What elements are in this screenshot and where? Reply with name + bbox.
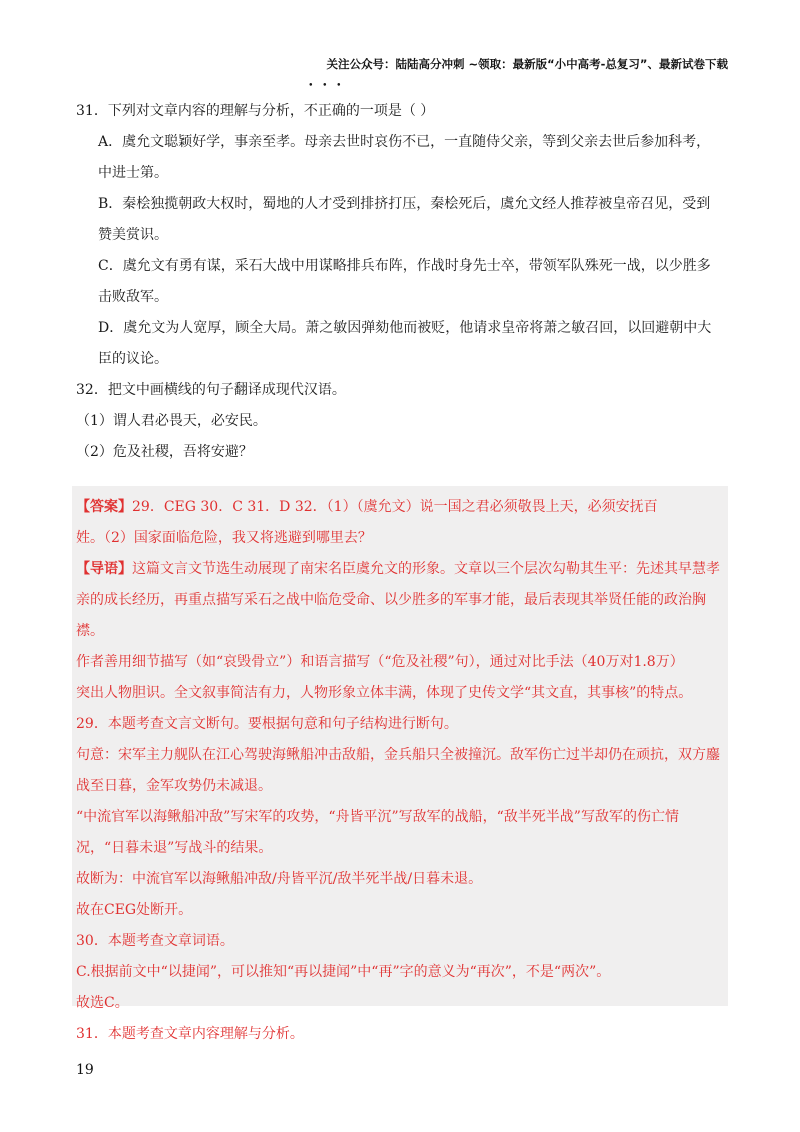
- analysis-line: 故在CEG处断开。: [76, 902, 193, 918]
- question-32-item: （1）谓人君必畏天，必安民。: [76, 413, 267, 429]
- analysis-line: C.根据前文中“以捷闻”，可以推知“再以捷闻”中“再”字的意义为“再次”，不是“两次”。: [76, 964, 611, 980]
- question-32-item: （2）危及社稷，吾将安避？: [76, 444, 253, 460]
- answer-line: 姓。（2）国家面临危险，我又将逃避到哪里去？: [76, 530, 372, 546]
- question-32-title: 32．把文中画横线的句子翻译成现代汉语。: [76, 382, 346, 398]
- question-section: [76, 96, 736, 468]
- analysis-line: 故断为：中流官军以海鳅船冲敌/舟皆平沉/敌半死半战/日暮未退。: [76, 871, 483, 887]
- answer-section: [72, 486, 728, 1042]
- answer-tag: 【答案】: [76, 499, 132, 515]
- emphasis-char: 确: [331, 103, 346, 119]
- answer-line: 【答案】29．CEG 30．C 31．D 32．（1）（虞允文）说一国之君必须敬畏上天，必须安抚百: [76, 499, 658, 515]
- analysis-31-head: 31．本题考查文章内容理解与分析。: [76, 1026, 304, 1042]
- option-a: A．虞允文聪颖好学，事亲至孝。母亲去世时哀伤不已，一直随侍父亲，等到父亲去世后参加科考， 中进士第。: [98, 134, 711, 181]
- emphasis-char: 不: [303, 103, 318, 119]
- emphasis-char: 正: [317, 103, 332, 119]
- analysis-line: 句意：宋军主力舰队在江心驾驶海鳅船冲击敌船，金兵船只全被撞沉。敌军伤亡过半却仍在顽抗，双方鏖: [76, 747, 720, 763]
- option-c: C．虞允文有勇有谋，采石大战中用谋略排兵布阵，作战时身先士卒，带领军队殊死一战，以少胜多 击败敌军。: [98, 258, 711, 305]
- analysis-29-head: 29．本题考查文言文断句。要根据句意和句子结构进行断句。: [76, 716, 458, 732]
- option-d: D．虞允文为人宽厚，顾全大局。萧之敏因弹劾他而被贬，他请求皇帝将萧之敏召回，以回避朝中大 臣的议论。: [98, 320, 712, 367]
- option-b: B．秦桧独揽朝政大权时，蜀地的人才受到排挤打压，秦桧死后，虞允文经人推荐被皇帝召见，受到 赞美赏识。: [98, 196, 711, 243]
- guide-tag: 【导语】: [76, 561, 132, 577]
- guide-line: 【导语】这篇文言文节选生动展现了南宋名臣虞允文的形象。文章以三个层次勾勒其生平：先述其早慧孝: [76, 561, 720, 577]
- analysis-line: 故选C。: [76, 995, 129, 1011]
- analysis-30-head: 30．本题考查文章词语。: [76, 933, 234, 949]
- analysis-line: 战至日暮，金军攻势仍未减退。: [76, 778, 272, 794]
- guide-line: 亲的成长经历，再重点描写采石之战中临危受命、以少胜多的军事才能，最后表现其举贤任能的政治胸襟。: [76, 592, 706, 639]
- question-31-title: 31．下列对文章内容的理解与分析，不正确的一项是（ ）: [76, 96, 736, 127]
- page-header: 关注公众号：陆陆高分冲刺 ~领取：最新版“小中高考-总复习”、最新试卷下载: [326, 57, 728, 71]
- guide-line: 突出人物胆识。全文叙事简洁有力，人物形象立体丰满，体现了史传文学“其文直，其事核”的特点。: [76, 685, 693, 701]
- guide-line: 作者善用细节描写（如“哀毁骨立”）和语言描写（“危及社稷”句），通过对比手法（40万对1.8万）: [76, 654, 684, 670]
- analysis-line: 况，“日暮未退”写战斗的结果。: [76, 840, 273, 856]
- page-number: 19: [76, 1062, 94, 1078]
- analysis-line: “中流官军以海鳅船冲敌”写宋军的攻势，“舟皆平沉”写敌军的战船，“敌半死半战”写敌军的伤亡情: [76, 809, 679, 825]
